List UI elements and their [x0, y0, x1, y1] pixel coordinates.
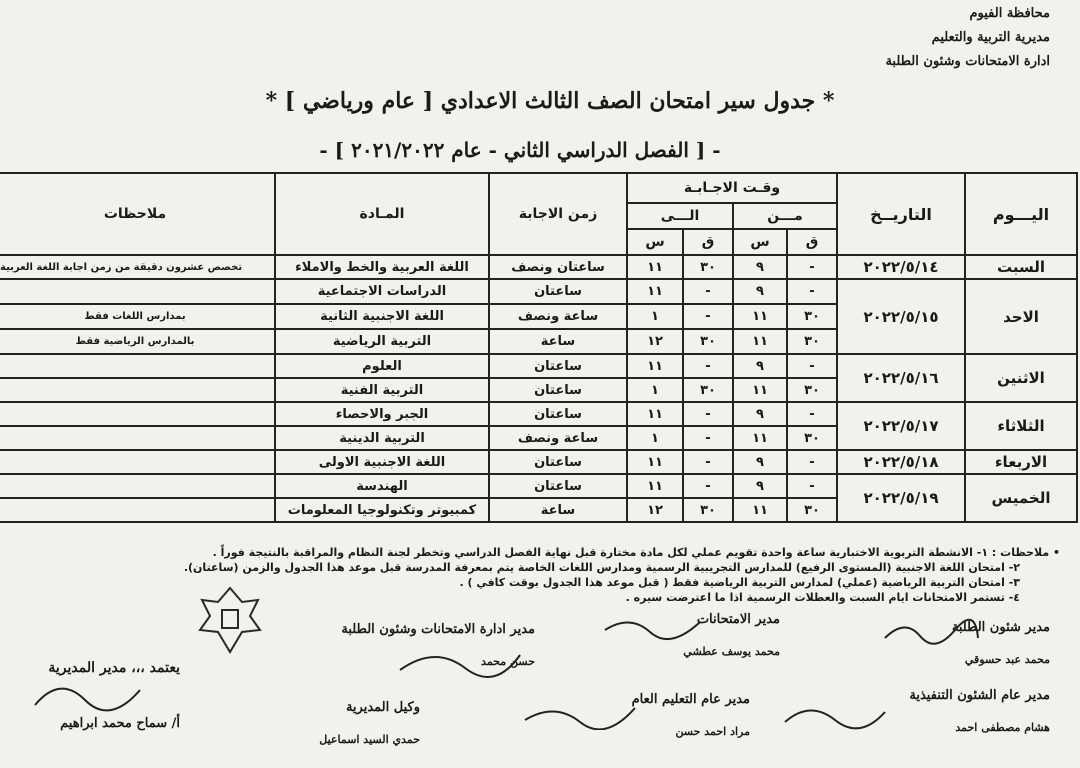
- to-s-cell: ١١: [627, 255, 683, 279]
- note-cell: [0, 498, 275, 522]
- note-cell: [0, 426, 275, 450]
- signature-deputy: [319, 700, 420, 746]
- signature-name: محمد يوسف عطشي: [683, 645, 780, 658]
- page-title: * جدول سير امتحان الصف الثالث الاعدادي [ عام ورياضي ] *: [265, 88, 835, 114]
- to-s-cell: ١١: [627, 474, 683, 498]
- to-q-cell: ٣٠: [683, 255, 733, 279]
- note-cell: بالمدارس الرياضية فقط: [0, 329, 275, 354]
- from-q-cell: -: [787, 279, 837, 304]
- signature-name: أ/ سماح محمد ابراهيم: [60, 716, 180, 731]
- day-cell: الاثنين: [965, 354, 1077, 402]
- day-cell: السبت: [965, 255, 1077, 279]
- date-cell: ٢٠٢٢/٥/١٨: [837, 450, 965, 474]
- from-s-cell: ٩: [733, 450, 787, 474]
- administration-line: ادارة الامتحانات وشئون الطلبة: [885, 54, 1050, 69]
- duration-cell: ساعتان: [489, 279, 627, 304]
- from-q-cell: ٣٠: [787, 304, 837, 329]
- note-cell: [0, 279, 275, 304]
- from-q-cell: -: [787, 255, 837, 279]
- day-cell: الثلاثاء: [965, 402, 1077, 450]
- note-cell: [0, 378, 275, 402]
- table-row: [0, 474, 1077, 498]
- signature-scribble-icon: [395, 640, 525, 680]
- to-q-cell: -: [683, 354, 733, 378]
- signature-title: مدير عام الشئون التنفيذية: [909, 688, 1050, 703]
- signature-scribble-icon: [880, 618, 980, 648]
- note-cell: تخصص عشرون دقيقة من زمن اجابة اللغة العربية: [0, 255, 275, 279]
- note-line: • ملاحظات : ١- الانشطة التربوية الاختبارية ساعة واحدة تقويم عملي لكل مادة مختارة قبل نهاية الفصل الدراسي وتخطر لجنة النظام والمراقبة بالنتيجة فوراً .: [212, 546, 1060, 559]
- subject-cell: التربية الفنية: [275, 378, 489, 402]
- header-to: الـــى: [627, 203, 733, 229]
- signature-name: محمد عبد حسوقي: [964, 653, 1050, 666]
- signature-title: مدير عام التعليم العام: [631, 692, 750, 707]
- to-s-cell: ١١: [627, 450, 683, 474]
- duration-cell: ساعتان: [489, 378, 627, 402]
- to-q-cell: -: [683, 279, 733, 304]
- page-subtitle: - [ الفصل الدراسي الثاني - عام ٢٠٢١/٢٠٢٢ ] -: [319, 138, 721, 162]
- signature-title: مدير الامتحانات: [696, 612, 780, 627]
- from-s-cell: ١١: [733, 426, 787, 450]
- to-s-cell: ١٢: [627, 329, 683, 354]
- from-q-cell: ٣٠: [787, 426, 837, 450]
- duration-cell: ساعتان: [489, 474, 627, 498]
- signature-title: مدير ادارة الامتحانات وشئون الطلبة: [341, 622, 535, 637]
- to-q-cell: -: [683, 304, 733, 329]
- note-cell: [0, 402, 275, 426]
- to-q-cell: -: [683, 450, 733, 474]
- to-s-cell: ١١: [627, 402, 683, 426]
- signature-scribble-icon: [780, 700, 890, 730]
- table-row: [0, 354, 1077, 378]
- signature-scribble-icon: [30, 670, 150, 720]
- from-s-cell: ١١: [733, 498, 787, 522]
- signature-scribble-icon: [600, 612, 710, 642]
- duration-cell: ساعة: [489, 329, 627, 354]
- date-cell: ٢٠٢٢/٥/١٦: [837, 354, 965, 402]
- table-row: [0, 255, 1077, 279]
- signature-scribble-icon: [520, 700, 640, 730]
- subject-cell: اللغة الاجنبية الثانية: [275, 304, 489, 329]
- note-cell: [0, 474, 275, 498]
- duration-cell: ساعة: [489, 498, 627, 522]
- from-s-cell: ٩: [733, 402, 787, 426]
- document-header: [820, 2, 1050, 74]
- note-line: ٢- امتحان اللغة الاجنبية (المستوى الرفيع) للمدارس التجريبية الرسمية ومدارس اللغات الخاصة يتم بمعرفة المدرسة قبل موعد هذا الجدول والزمن (ساعتان).: [183, 561, 1020, 574]
- signature-name: هشام مصطفى احمد: [955, 721, 1050, 734]
- from-q-cell: ٣٠: [787, 329, 837, 354]
- signature-title: وكيل المديرية: [345, 700, 420, 715]
- subject-cell: الدراسات الاجتماعية: [275, 279, 489, 304]
- governorate-line: محافظة الفيوم: [969, 6, 1050, 21]
- header-day: اليـــوم: [965, 173, 1077, 255]
- to-q-cell: ٣٠: [683, 329, 733, 354]
- subject-cell: التربية الدينية: [275, 426, 489, 450]
- from-s-cell: ٩: [733, 255, 787, 279]
- from-s-cell: ١١: [733, 378, 787, 402]
- exam-schedule-table: [0, 172, 1078, 523]
- from-s-cell: ٩: [733, 354, 787, 378]
- signature-exec-affairs: [909, 688, 1050, 734]
- header-date: التاريــخ: [837, 173, 965, 255]
- subject-cell: التربية الرياضية: [275, 329, 489, 354]
- subject-cell: كمبيوتر وتكنولوجيا المعلومات: [275, 498, 489, 522]
- header-from-s: س: [733, 229, 787, 255]
- date-cell: ٢٠٢٢/٥/١٩: [837, 474, 965, 522]
- from-s-cell: ١١: [733, 329, 787, 354]
- from-q-cell: -: [787, 450, 837, 474]
- from-s-cell: ٩: [733, 279, 787, 304]
- to-q-cell: -: [683, 474, 733, 498]
- to-q-cell: ٣٠: [683, 378, 733, 402]
- from-q-cell: -: [787, 402, 837, 426]
- signature-title: مدير شئون الطلبة: [951, 620, 1050, 635]
- header-duration: زمن الاجابة: [489, 173, 627, 255]
- date-cell: ٢٠٢٢/٥/١٧: [837, 402, 965, 450]
- duration-cell: ساعتان: [489, 450, 627, 474]
- header-from-q: ق: [787, 229, 837, 255]
- from-s-cell: ٩: [733, 474, 787, 498]
- directorate-line: مديرية التربية والتعليم: [931, 30, 1050, 45]
- signature-education: [632, 692, 750, 738]
- duration-cell: ساعتان: [489, 402, 627, 426]
- subject-cell: الهندسة: [275, 474, 489, 498]
- duration-cell: ساعتان ونصف: [489, 255, 627, 279]
- subject-cell: الجبر والاحصاء: [275, 402, 489, 426]
- signature-name: حسن محمد: [481, 655, 535, 668]
- header-notes: ملاحظات: [0, 173, 275, 255]
- to-q-cell: -: [683, 426, 733, 450]
- note-cell: [0, 354, 275, 378]
- subject-cell: اللغة العربية والخط والاملاء: [275, 255, 489, 279]
- duration-cell: ساعة ونصف: [489, 304, 627, 329]
- table-row: [0, 279, 1077, 304]
- to-q-cell: -: [683, 402, 733, 426]
- from-q-cell: ٣٠: [787, 498, 837, 522]
- header-subject: المـادة: [275, 173, 489, 255]
- note-cell: بمدارس اللغات فقط: [0, 304, 275, 329]
- signature-name: حمدي السيد اسماعيل: [319, 733, 420, 746]
- day-cell: الاحد: [965, 279, 1077, 354]
- from-s-cell: ١١: [733, 304, 787, 329]
- date-cell: ٢٠٢٢/٥/١٤: [837, 255, 965, 279]
- note-line: ٣- امتحان التربية الرياضية (عملي) لمدارس التربية الرياضية فقط ( قبل موعد هذا الجدول بوقت كافي ) .: [459, 576, 1020, 589]
- from-q-cell: ٣٠: [787, 378, 837, 402]
- day-cell: الاربعاء: [965, 450, 1077, 474]
- table-row: [0, 402, 1077, 426]
- note-cell: [0, 450, 275, 474]
- to-s-cell: ١٢: [627, 498, 683, 522]
- signature-name: مراد احمد حسن: [675, 725, 750, 738]
- to-q-cell: ٣٠: [683, 498, 733, 522]
- from-q-cell: -: [787, 354, 837, 378]
- to-s-cell: ١: [627, 378, 683, 402]
- notes-section: [160, 545, 1060, 605]
- subject-cell: اللغة الاجنبية الاولى: [275, 450, 489, 474]
- duration-cell: ساعتان: [489, 354, 627, 378]
- header-to-s: س: [627, 229, 683, 255]
- table-row: [0, 450, 1077, 474]
- header-to-q: ق: [683, 229, 733, 255]
- to-s-cell: ١١: [627, 354, 683, 378]
- subject-cell: العلوم: [275, 354, 489, 378]
- to-s-cell: ١: [627, 426, 683, 450]
- to-s-cell: ١١: [627, 279, 683, 304]
- note-line: ٤- تستمر الامتحانات ايام السبت والعطلات الرسمية اذا ما اعترضت سيره .: [625, 591, 1020, 604]
- header-from: مـــن: [733, 203, 837, 229]
- header-answer-time: وقـت الاجـابـة: [627, 173, 837, 203]
- signature-title: يعتمد ،،، مدير المديرية: [48, 660, 180, 676]
- day-cell: الخميس: [965, 474, 1077, 522]
- to-s-cell: ١: [627, 304, 683, 329]
- date-cell: ٢٠٢٢/٥/١٥: [837, 279, 965, 354]
- duration-cell: ساعة ونصف: [489, 426, 627, 450]
- eagle-stamp-icon: [190, 580, 270, 660]
- from-q-cell: -: [787, 474, 837, 498]
